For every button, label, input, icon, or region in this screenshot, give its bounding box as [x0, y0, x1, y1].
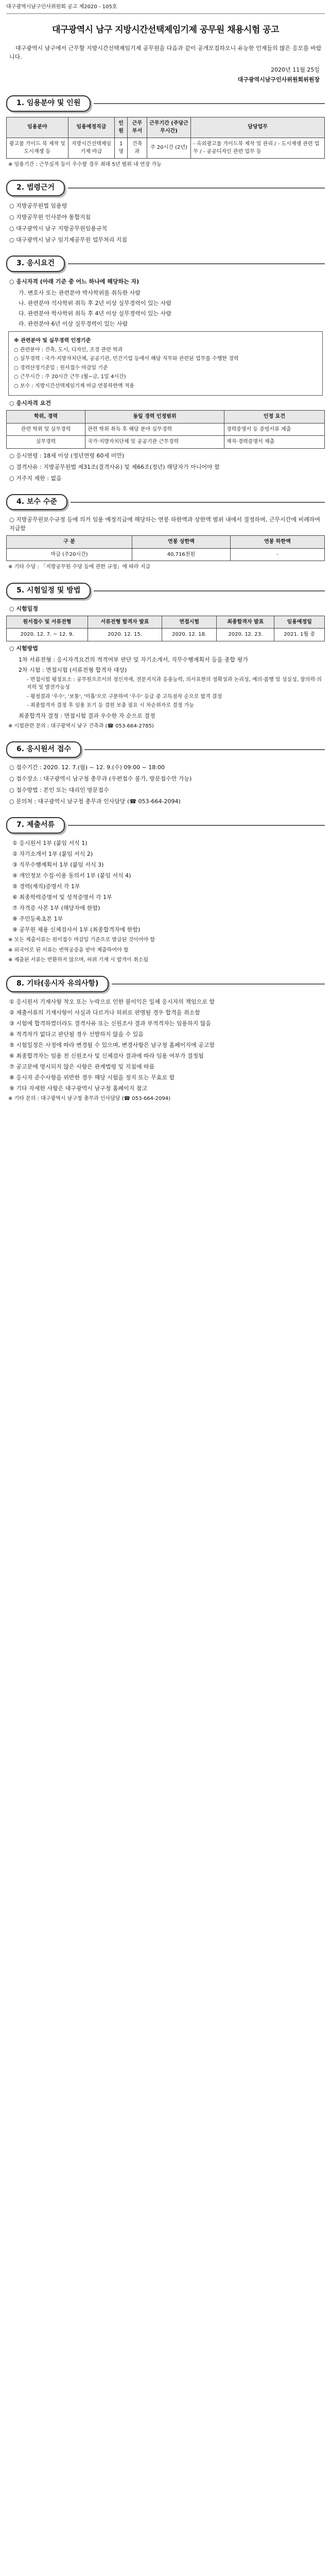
list-item: ⑦ 공고문에 명시되지 않은 사항은 관계법령 및 지침에 따름: [9, 1063, 155, 1070]
list-item: 나. 관련분야 석사학위 취득 후 2년 이상 실무경력이 있는 사람: [19, 299, 171, 307]
list-item: ④ 개인정보 수집·이용 동의서 1부 (붙임 서식 4): [12, 872, 131, 879]
salary-table: 구 분 연봉 상한액 연봉 하한액 마급 (주20시간) 40,716천원 -: [6, 535, 325, 561]
list-item: ④ 적격자가 없다고 판단될 경우 선발하지 않을 수 있음: [9, 1030, 144, 1038]
list-item: ② 제출서류의 기재사항이 사실과 다르거나 허위로 판명될 경우 합격을 취소함: [9, 1009, 200, 1016]
table-row: 관련 학위 및 실무경력 관련 학위 취득 후 해당 분야 실무경력 경력증명서 등 증빙서류 제출: [7, 423, 325, 436]
list-item: ○ 접수장소 : 대구광역시 남구청 총무과 (우편접수 불가, 방문접수만 가능): [9, 775, 192, 783]
doc-note: ※ 외국어로 된 서류는 번역공증을 받아 제출하여야 함: [8, 947, 129, 953]
list-item: ○ 지방공무원법 임용령: [9, 202, 67, 209]
section-5-heading: 5. 시험일정 및 방법: [6, 583, 325, 599]
list-item: ⑥ 최종합격자는 임용 전 신원조사 및 신체검사 결과에 따라 임용 여부가 결정됨: [9, 1052, 204, 1059]
list-item: ① 응시원서 1부 (붙임 서식 1): [12, 839, 88, 846]
list-item: ○ 접수기간 : 2020. 12. 7.(월) ~ 12. 9.(수) 09:00 ~ 18:00: [9, 764, 165, 771]
closing-note: ※ 기타 문의 : 대구광역시 남구청 총무과 인사담당 (☎ 053-664-2094): [8, 1096, 170, 1101]
issuing-org: 대구광역시남구인사위원회위원장: [237, 76, 320, 83]
list-item: ○ 접수방법 : 본인 또는 대리인 방문접수: [9, 787, 109, 794]
doc-note: ※ 제출된 서류는 반환하지 않으며, 허위 기재 시 합격이 취소됨: [8, 957, 149, 963]
section-6-heading: 6. 응시원서 접수: [6, 741, 325, 758]
list-item: - 면접시험 평정요소 : 공무원으로서의 정신자세, 전문지식과 응용능력, 의사표현의 정확성과 논리성, 예의·품행 및 성실성, 창의력·의지력 및 발전가능성: [27, 676, 322, 691]
list-item: ⑨ 공무원 채용 신체검사서 1부 (최종합격자에 한함): [12, 926, 141, 934]
list-item: ⑧ 주민등록초본 1부: [12, 916, 63, 923]
section-4-heading: 4. 보수 수준: [6, 494, 325, 511]
table-note: ※ 임용기간 : 근무실적 등이 우수할 경우 최대 5년 범위 내 연장 가능: [8, 161, 162, 167]
list-item: ⑤ 시험일정은 사정에 따라 변경될 수 있으며, 변경사항은 남구청 홈페이지에 공고함: [9, 1041, 215, 1048]
list-item: 라. 관련분야 6년 이상 실무경력이 있는 사람: [19, 320, 128, 327]
list-item: ○ 결격사유 : 지방공무원법 제31조(결격사유) 및 제66조(정년) 해당자가 아니어야 함: [9, 463, 220, 470]
list-item: ⑧ 응시자 준수사항을 위반한 경우 해당 시험을 정지 또는 무효로 함: [9, 1074, 175, 1081]
list-item: ○ 문의처 : 대구광역시 남구청 총무과 인사담당 (☎ 053-664-2094): [9, 798, 181, 805]
list-item: - 최종합격자 결정 후 임용 포기 등 결원 보충 필요 시 차순위자로 결정 가능: [27, 703, 195, 709]
notice-page: [6, 0, 325, 1115]
list-item: ○ 대구광역시 남구 임기제공무원 업무처리 지침: [9, 236, 127, 244]
list-item: 가. 변호사 또는 관련분야 박사학위를 취득한 사람: [19, 289, 141, 296]
salary-text: ○ 지방공무원보수규정 등에 의거 임용 예정직급에 해당하는 연봉 하한액과 상한액 범위 내에서 결정하며, 근무시간에 비례하여 지급함: [9, 516, 320, 532]
schedule-title: ○ 시험일정: [9, 605, 38, 612]
notice-date: 2020년 11월 25일: [271, 66, 320, 73]
schedule-table: 원서접수 및 서류전형 서류전형 합격자 발표 면접시험 최종합격자 발표 임용예정일 2020. 12. 7. ~ 12. 9. 2020. 12. 15. 2020. 12. 18. 2020. 12. 23. 2021. 1월 중: [6, 616, 325, 641]
list-item: ⑤ 경력(재직)증명서 각 1부: [12, 883, 80, 890]
qualification-title: ○ 응시자격 (아래 기준 중 어느 하나에 해당하는 자): [9, 278, 140, 285]
doc-note: ※ 모든 제출서류는 원서접수 마감일 기준으로 발급된 것이어야 함: [8, 937, 155, 943]
condition-title: ○ 응시자격 요건: [9, 400, 51, 407]
inquiry-note: ※ 시험관련 문의 : 대구광역시 남구 건축과 (☎ 053-664-2785): [8, 723, 154, 729]
condition-table: 학위, 경력 동일 경력 인정범위 인정 요건 관련 학위 및 실무경력 관련 학위 취득 후 해당 분야 실무경력 경력증명서 등 증빙서류 제출 실무경력 국가·지방자치단체 및 공공기관 근무경력 재직·경력증명서 제출: [6, 410, 325, 449]
list-item: ③ 직무수행계획서 1부 (붙임 서식 3): [12, 861, 104, 869]
section-3-heading: 3. 응시요건: [6, 256, 325, 272]
list-item: 2차 시험 : 면접시험 (서류전형 합격자 대상): [19, 666, 127, 673]
section-8-heading: 8. 기타(응시자 유의사항): [6, 976, 325, 992]
table-row: 2020. 12. 7. ~ 12. 9. 2020. 12. 15. 2020. 12. 18. 2020. 12. 23. 2021. 1월 중: [7, 629, 325, 641]
intro-text: 대구광역시 남구에서 근무할 지방시간선택제임기제 공무원을 다음과 같이 공개모집하오니 유능한 인재들의 많은 응모를 바랍니다.: [9, 44, 322, 60]
list-item: ① 응시원서 기재사항 착오 또는 누락으로 인한 불이익은 일체 응시자의 책임으로 함: [9, 998, 215, 1005]
list-item: ⑦ 자격증 사본 1부 (해당자에 한함): [12, 905, 100, 912]
list-item: 1차 서류전형 : 응시자격요건의 적격여부 판단 및 자기소개서, 직무수행계획서 등을 종합 평가: [19, 656, 248, 663]
salary-note: ※ 기타 수당 : 「지방공무원 수당 등에 관한 규정」에 따라 지급: [8, 564, 151, 570]
method-title: ○ 시험방법: [9, 645, 38, 652]
list-item: ③ 시험에 합격하였더라도 결격사유 또는 신원조사 결과 부적격자는 임용하지 않음: [9, 1020, 211, 1027]
appointment-table: 임용분야 임용예정직급 인원 근무부서 근무기간 (주당근무시간) 담당업무 광고물 가이드 북 제작 및 도시재생 등 지방시간선택제임기제 마급 1명 건축과 주 20시간 (2년) - 옥외광고물 가이드북 제작 및 관리 / - 도시재생 관련 업무 / - 공공디자인 관련 업무 등: [6, 117, 325, 159]
list-item: ○ 대구광역시 남구 지방공무원임용규칙: [9, 225, 108, 232]
list-item: ○ 응시연령 : 18세 이상 (정년연령 60세 미만): [9, 452, 125, 459]
section-1-heading: 1. 임용분야 및 인원: [6, 95, 325, 112]
notice-number: 대구광역시남구인사위원회 공고 제2020 - 105호: [6, 0, 325, 14]
list-item: 최종합격자 결정 : 면접시험 결과 우수한 자 순으로 결정: [19, 712, 155, 719]
list-item: - 평정결과 '우수', '보통', '미흡'으로 구분하여 '우수' 등급 중 고득점자 순으로 합격 결정: [27, 693, 222, 700]
section-7-heading: 7. 제출서류: [6, 817, 325, 834]
list-item: ○ 지방공무원 인사분야 통합지침: [9, 213, 91, 221]
section-2-heading: 2. 법령근거: [6, 180, 325, 196]
table-row: 실무경력 국가·지방자치단체 및 공공기관 근무경력 재직·경력증명서 제출: [7, 436, 325, 449]
criteria-box: ※ 관련분야 및 실무경력 인정기준 ○ 관련분야 : 건축, 도시, 디자인, 조경 관련 학과 ○ 실무경력 : 국가·지방자치단체, 공공기관, 민간기업 등에서 해당 직무와 관련된 업무를 수행한 경력 ○ 경력산정기준일 : 원서접수 마감일 기준 ○ 근무시간 : 주 20시간 근무 (월~금, 1일 4시간) ○ 보수 : 지방시간선택제임기제 마급 연봉하한액 적용: [8, 331, 323, 396]
list-item: ⑨ 기타 자세한 사항은 대구광역시 남구청 홈페이지 참고: [9, 1084, 148, 1092]
page-title: 대구광역시 남구 지방시간선택제임기제 공무원 채용시험 공고: [51, 24, 280, 35]
list-item: 다. 관련분야 학사학위 취득 후 4년 이상 실무경력이 있는 사람: [19, 310, 171, 317]
list-item: ② 자기소개서 1부 (붙임 서식 2): [12, 851, 93, 858]
table-row: 마급 (주20시간) 40,716천원 -: [7, 548, 325, 561]
list-item: ○ 거주지 제한 : 없음: [9, 474, 62, 482]
table-row: 광고물 가이드 북 제작 및 도시재생 등 지방시간선택제임기제 마급 1명 건축과 주 20시간 (2년) - 옥외광고물 가이드북 제작 및 관리 / - 도시재생 관련 업무 / - 공공디자인 관련 업무 등: [7, 138, 325, 158]
list-item: ⑥ 최종학력증명서 및 성적증명서 각 1부: [12, 894, 112, 901]
